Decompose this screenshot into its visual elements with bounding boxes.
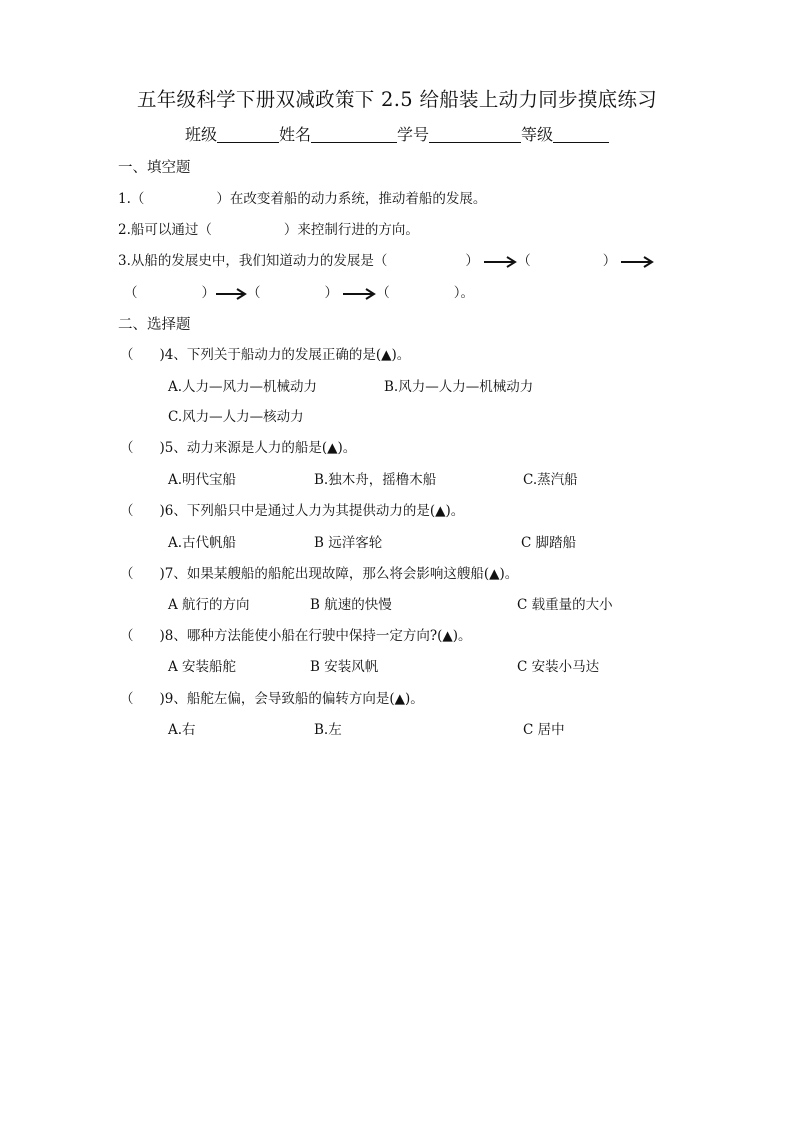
q9-bracket: （	[120, 691, 134, 707]
q6-bracket: （	[120, 503, 134, 519]
choice-question-5	[120, 436, 356, 456]
q4-bracket: （	[120, 347, 134, 363]
fill-question-3	[118, 249, 654, 269]
q5-option-c[interactable]: C.蒸汽船	[523, 472, 578, 488]
choice-question-7	[120, 562, 518, 582]
choice-question-6	[120, 499, 464, 519]
section-choice-heading: 二、选择题	[118, 317, 191, 333]
q6-option-c[interactable]: C 脚踏船	[521, 535, 577, 551]
q3-close-1: ）	[465, 253, 479, 269]
q7-bracket: （	[120, 566, 134, 582]
q2-prefix: 2.船可以通过（	[118, 222, 212, 238]
q3-open-5: （	[376, 285, 390, 301]
q9-text: )9、船舵左偏，会导致船的偏转方向是(▲)。	[159, 691, 424, 707]
choice-question-4	[120, 343, 410, 363]
q9-option-a[interactable]: A.右	[168, 722, 196, 738]
q3-prefix: 3.从船的发展史中，我们知道动力的发展是（	[118, 253, 388, 269]
q3-open-4: （	[247, 285, 261, 301]
class-label: 班级	[184, 125, 217, 144]
q6-option-b[interactable]: B 远洋客轮	[314, 535, 383, 551]
fill-question-2	[118, 218, 419, 238]
q8-text: )8、哪种方法能使小船在行驶中保持一定方向?(▲)。	[159, 628, 472, 644]
page-title: 五年级科学下册双减政策下 2.5 给船装上动力同步摸底练习	[136, 88, 658, 111]
q5-text: )5、动力来源是人力的船是(▲)。	[159, 440, 357, 456]
arrow-right-icon	[215, 288, 247, 300]
id-label: 学号	[397, 125, 430, 144]
grade-blank[interactable]	[553, 126, 609, 143]
q7-text: )7、如果某艘船的船舵出现故障，那么将会影响这艘船(▲)。	[159, 566, 519, 582]
arrow-right-icon	[620, 256, 654, 268]
q6-text: )6、下列船只中是通过人力为其提供动力的是(▲)。	[159, 503, 465, 519]
q7-option-b[interactable]: B 航速的快慢	[310, 597, 392, 613]
q3-open-3: （	[124, 285, 138, 301]
q5-bracket: （	[120, 440, 134, 456]
grade-label: 等级	[521, 125, 554, 144]
section-fill-heading: 一、填空题	[118, 160, 191, 176]
q8-option-c[interactable]: C 安装小马达	[517, 659, 600, 675]
q1-prefix: 1.（	[118, 191, 145, 207]
q9-option-b[interactable]: B.左	[314, 722, 342, 738]
arrow-right-icon	[483, 256, 517, 268]
q9-option-c[interactable]: C 居中	[523, 722, 565, 738]
class-blank[interactable]	[217, 126, 279, 143]
q2-suffix: ）来控制行进的方向。	[283, 222, 419, 238]
q8-bracket: （	[120, 628, 134, 644]
q5-option-b[interactable]: B.独木舟，摇橹木船	[314, 472, 437, 488]
q7-option-c[interactable]: C 载重量的大小	[517, 597, 613, 613]
q8-option-a[interactable]: A 安装船舵	[168, 659, 237, 675]
choice-question-8	[120, 624, 472, 644]
q4-option-c[interactable]: C.风力—人力—核动力	[168, 409, 304, 425]
choice-question-9	[120, 687, 424, 707]
q4-option-b[interactable]: B.风力—人力—机械动力	[384, 379, 534, 395]
q1-suffix: ）在改变着船的动力系统，推动着船的发展。	[216, 191, 487, 207]
q4-text: )4、下列关于船动力的发展正确的是(▲)。	[159, 347, 411, 363]
q4-option-a[interactable]: A.人力—风力—机械动力	[168, 379, 318, 395]
fill-question-3-cont	[124, 281, 474, 301]
q3-close-4: ）	[324, 285, 338, 301]
q5-option-a[interactable]: A.明代宝船	[168, 472, 237, 488]
name-blank[interactable]	[311, 126, 397, 143]
name-label: 姓名	[278, 125, 311, 144]
q6-option-a[interactable]: A.古代帆船	[168, 535, 237, 551]
id-blank[interactable]	[429, 126, 521, 143]
q7-option-a[interactable]: A 航行的方向	[168, 597, 250, 613]
q3-close-3: ）	[201, 285, 215, 301]
fill-question-1	[118, 187, 486, 207]
arrow-right-icon	[342, 288, 376, 300]
student-info-line	[0, 122, 794, 145]
q3-close-2: ）	[602, 253, 617, 269]
q3-end: ）。	[453, 285, 475, 301]
q3-open-2: （	[517, 253, 531, 269]
q8-option-b[interactable]: B 安装风帆	[310, 659, 379, 675]
